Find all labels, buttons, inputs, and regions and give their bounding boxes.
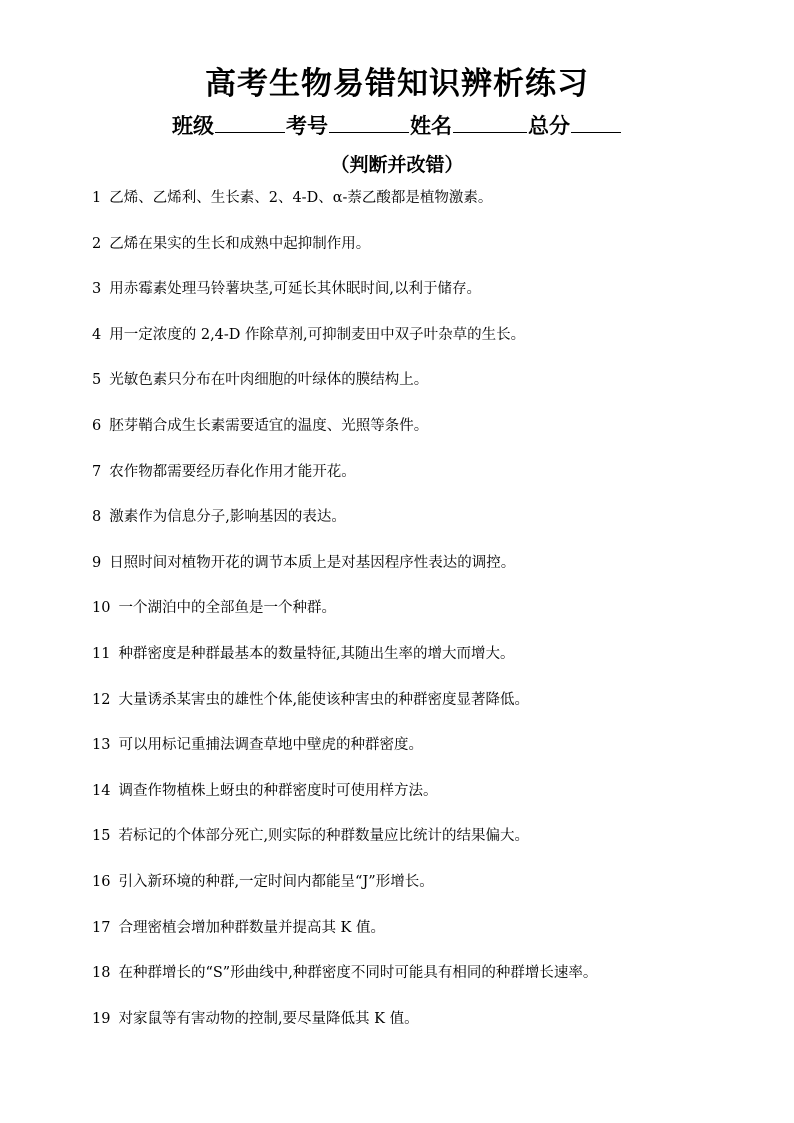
question-text: 在种群增长的“S”形曲线中,种群密度不同时可能具有相同的种群增长速率。: [118, 965, 598, 982]
question-text: 乙烯在果实的生长和成熟中起抑制作用。: [109, 235, 371, 252]
question-number: 3: [92, 281, 102, 298]
question-item: [92, 642, 515, 663]
question-text: 光敏色素只分布在叶肉细胞的叶绿体的膜结构上。: [109, 372, 429, 389]
question-text: 用一定浓度的 2,4-D 作除草剂,可抑制麦田中双子叶杂草的生长。: [109, 326, 526, 343]
question-number: 16: [92, 874, 111, 890]
question-number: 9: [92, 554, 102, 571]
total-score-label: 总分: [528, 114, 570, 138]
question-number: 1: [92, 190, 102, 206]
question-item: [92, 961, 597, 982]
question-text: 乙烯、乙烯利、生长素、2、4-D、α-萘乙酸都是植物激素。: [109, 190, 493, 206]
question-item: [92, 414, 428, 435]
question-text: 合理密植会增加种群数量并提高其 K 值。: [118, 919, 386, 936]
question-item: [92, 916, 385, 937]
question-text: 调查作物植株上蚜虫的种群密度时可使用样方法。: [118, 782, 438, 799]
question-item: [92, 779, 437, 800]
question-item: [92, 1007, 419, 1028]
question-number: 18: [92, 965, 111, 982]
question-number: 13: [92, 737, 111, 754]
exam-no-blank: [329, 112, 409, 133]
question-text: 可以用标记重捕法调查草地中壁虎的种群密度。: [118, 737, 423, 754]
name-blank: [453, 112, 527, 133]
question-text: 胚芽鞘合成生长素需要适宜的温度、光照等条件。: [109, 418, 429, 434]
question-item: [92, 596, 336, 617]
class-label: 班级: [172, 114, 214, 138]
question-number: 7: [92, 463, 102, 480]
question-text: 对家鼠等有害动物的控制,要尽量降低其 K 值。: [118, 1010, 419, 1027]
question-text: 日照时间对植物开花的调节本质上是对基因程序性表达的调控。: [109, 554, 516, 571]
question-number: 8: [92, 509, 102, 526]
total-score-blank: [571, 112, 621, 133]
question-text: 用赤霉素处理马铃薯块茎,可延长其休眠时间,以利于储存。: [109, 281, 481, 298]
question-number: 2: [92, 235, 102, 252]
question-text: 一个湖泊中的全部鱼是一个种群。: [118, 600, 336, 617]
question-item: [92, 186, 492, 207]
question-number: 10: [92, 600, 111, 617]
student-info-line: [0, 110, 794, 140]
question-text: 种群密度是种群最基本的数量特征,其随出生率的增大而增大。: [118, 646, 515, 662]
question-number: 5: [92, 372, 102, 389]
question-text: 激素作为信息分子,影响基因的表达。: [109, 509, 346, 526]
subtitle: （判断并改错）: [330, 154, 464, 176]
question-item: [92, 551, 515, 572]
question-number: 11: [92, 646, 111, 662]
question-number: 17: [92, 919, 111, 936]
exam-no-label: 考号: [286, 114, 328, 138]
question-text: 若标记的个体部分死亡,则实际的种群数量应比统计的结果偏大。: [118, 828, 530, 845]
question-item: [92, 460, 356, 481]
question-number: 4: [92, 326, 102, 343]
question-text: 引入新环境的种群,一定时间内都能呈“J”形增长。: [118, 874, 434, 890]
question-text: 大量诱杀某害虫的雄性个体,能使该种害虫的种群密度显著降低。: [118, 691, 530, 708]
question-item: [92, 277, 481, 298]
question-item: [92, 733, 423, 754]
question-item: [92, 368, 428, 389]
question-item: [92, 232, 370, 253]
question-number: 19: [92, 1010, 111, 1027]
question-text: 农作物都需要经历春化作用才能开花。: [109, 463, 356, 480]
question-number: 12: [92, 691, 111, 708]
page-title: 高考生物易错知识辨析练习: [205, 66, 589, 102]
question-item: [92, 505, 346, 526]
name-label: 姓名: [410, 114, 452, 138]
question-item: [92, 870, 434, 891]
question-item: [92, 323, 525, 344]
question-number: 6: [92, 418, 102, 434]
question-item: [92, 824, 529, 845]
class-blank: [215, 112, 285, 133]
question-number: 14: [92, 782, 111, 799]
question-number: 15: [92, 828, 111, 845]
question-item: [92, 688, 529, 709]
